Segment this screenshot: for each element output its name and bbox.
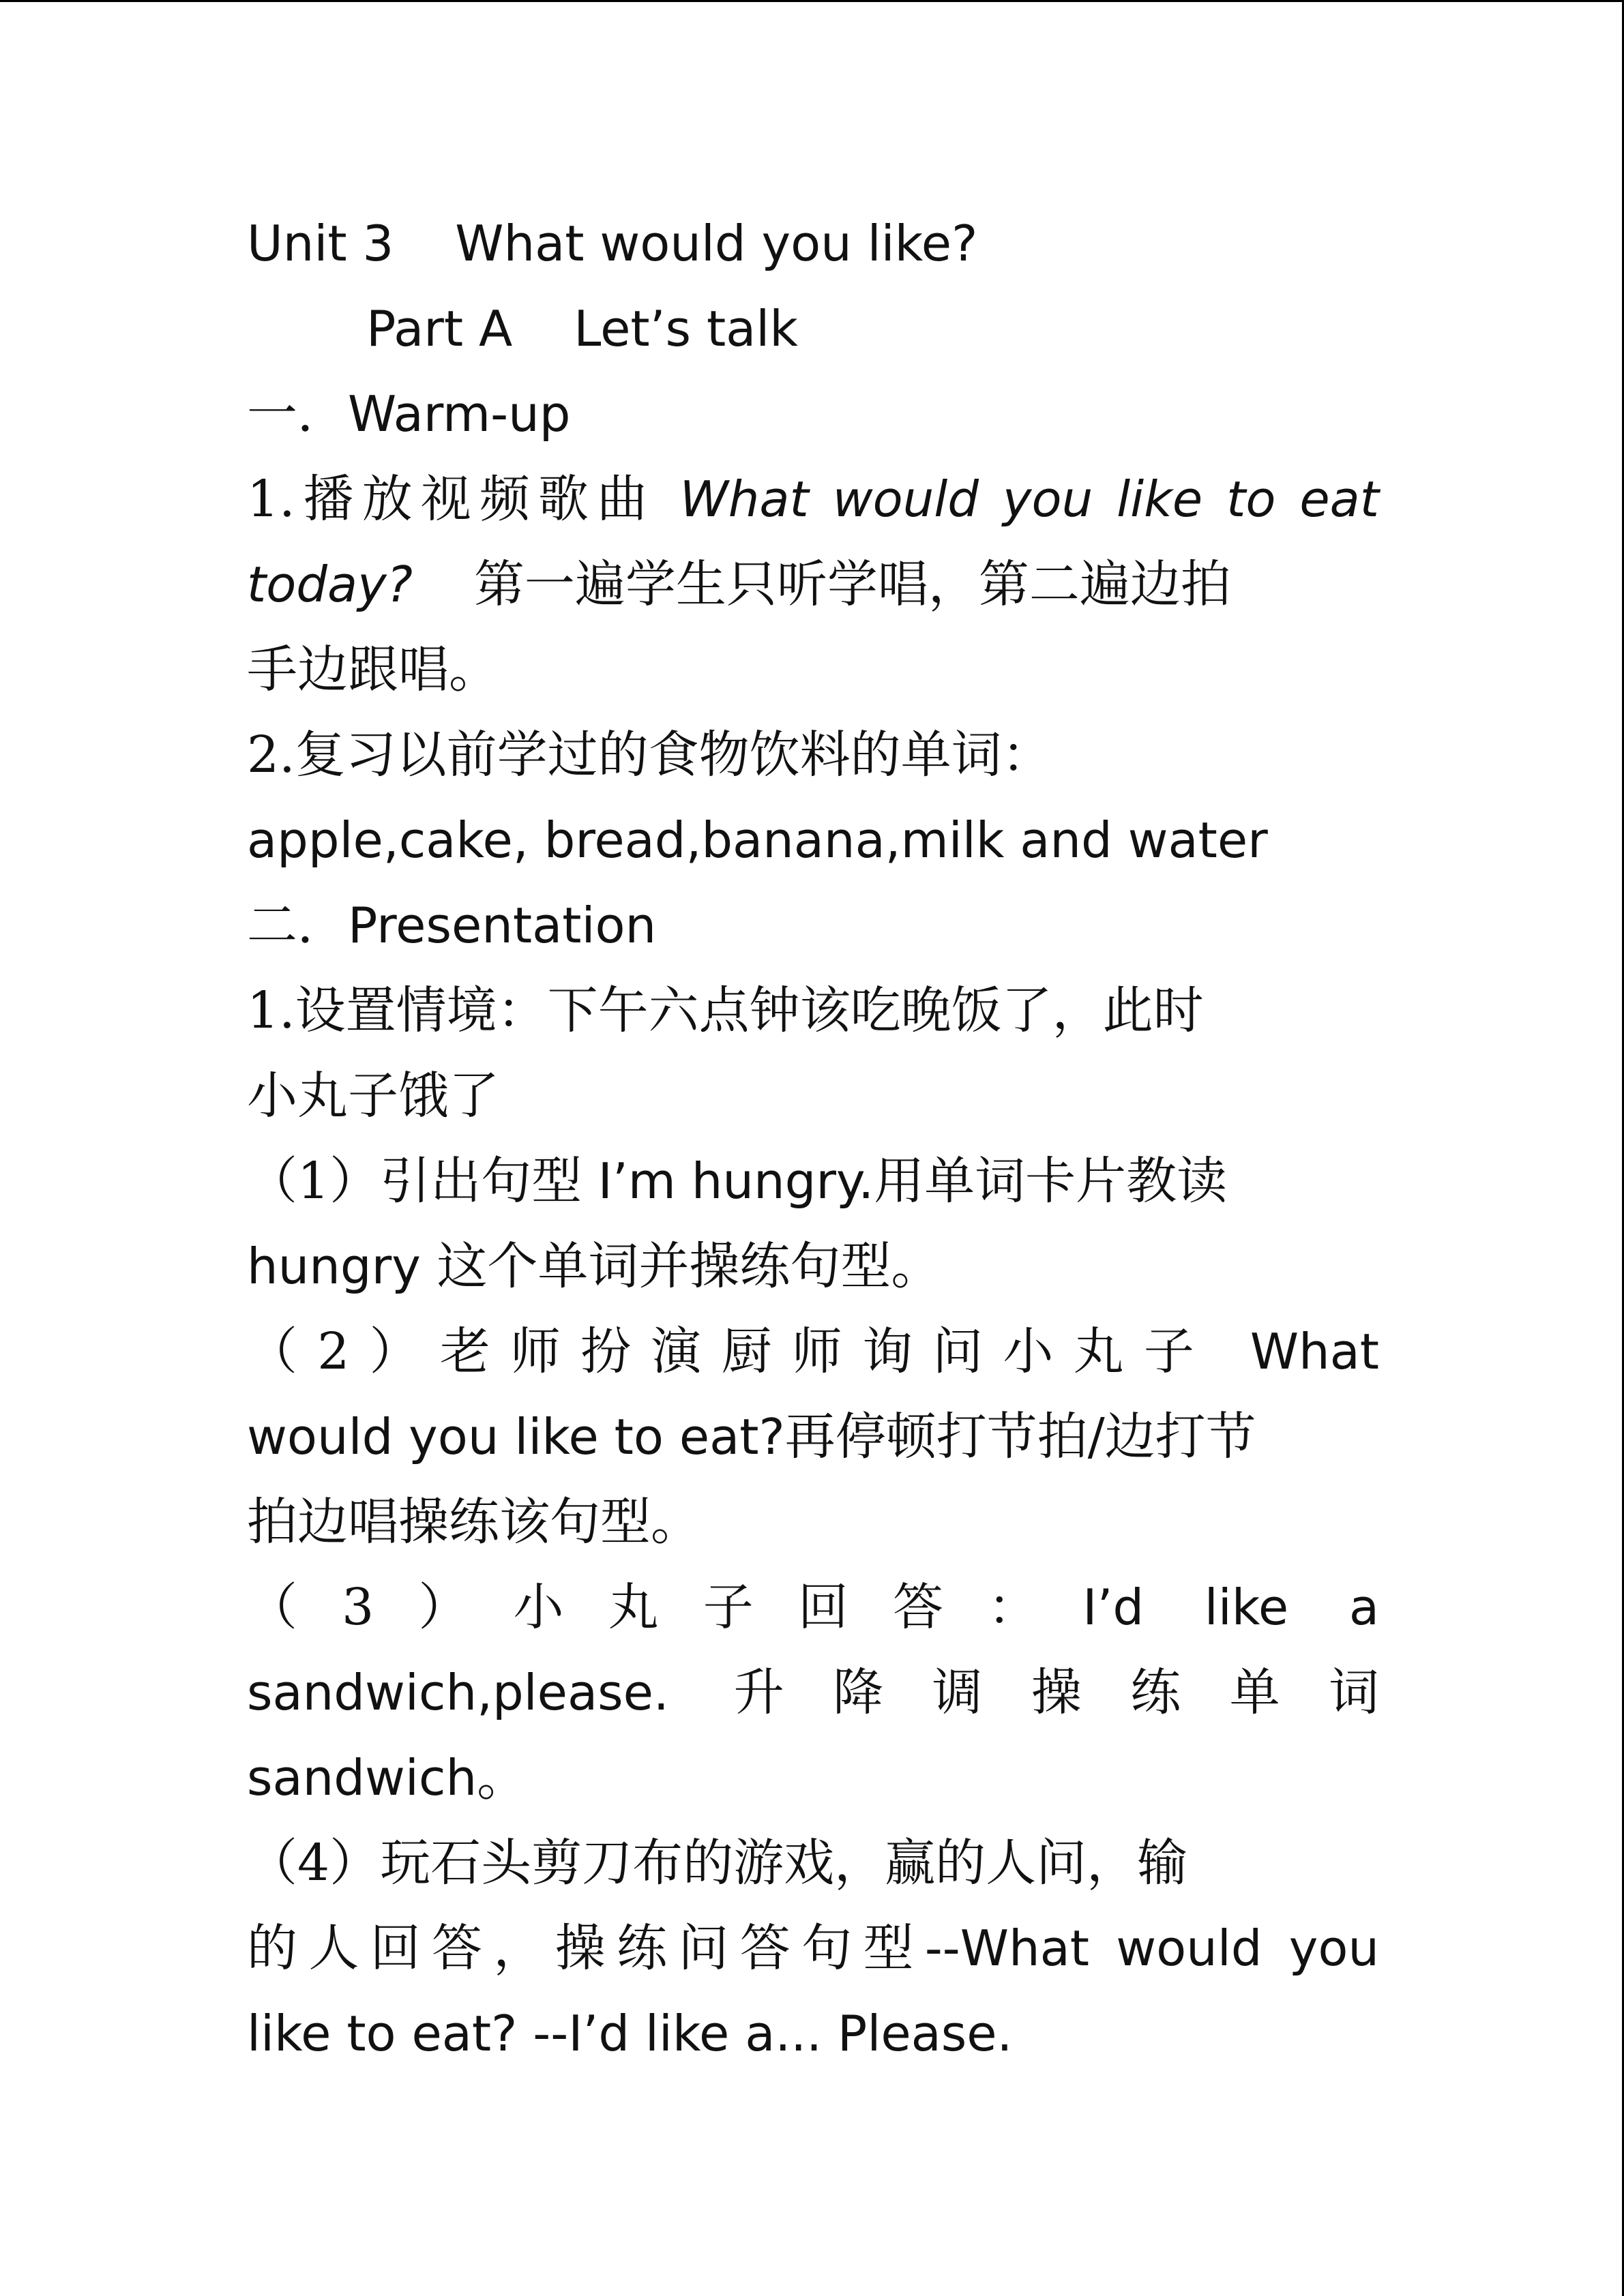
unit-label: Unit 3 xyxy=(247,215,394,272)
s2-sub4-b-cn: 的人回答，操练问答句型 xyxy=(247,1919,925,1978)
s1-item1-line3: 手边跟唱。 xyxy=(247,640,499,699)
s2-sub4-line2 xyxy=(247,1906,1379,1991)
s2-sub3-b-en: sandwich,please. xyxy=(247,1664,669,1721)
s2-sub2-line3: 拍边唱操练该句型。 xyxy=(247,1493,701,1551)
s1-item1-text-b: 第一遍学生只听学唱，第二遍边拍 xyxy=(473,555,1231,614)
s2-sub3-b-cn: 升降调操练单词 xyxy=(733,1663,1379,1722)
s2-sub3-line2 xyxy=(247,1650,1379,1735)
section2-title: Presentation xyxy=(348,897,657,954)
s1-item1-song-a: What would you like to eat xyxy=(679,471,1379,528)
s2-sub3-c-cn: 。 xyxy=(477,1748,528,1807)
s2-sub3-en3: a xyxy=(1348,1579,1379,1636)
section1-number: 一． xyxy=(247,385,348,443)
s2-sub3-line3 xyxy=(247,1735,1379,1821)
s2-sub1-b-en: hungry xyxy=(247,1238,421,1295)
s2-item1-line2: 小丸子饿了 xyxy=(247,1067,499,1125)
unit-heading xyxy=(247,201,1379,286)
s1-item1-line2 xyxy=(247,542,1379,627)
s2-sub4-b-en: --What would you xyxy=(924,1920,1380,1977)
s2-sub1-cn: （1）引出句型 xyxy=(247,1152,598,1210)
section1-title: Warm-up xyxy=(348,385,571,443)
s2-sub3-en1: I’d xyxy=(1082,1579,1145,1636)
s1-item2-line1: 2.复习以前学过的食物饮料的单词： xyxy=(247,726,1052,784)
s2-sub1-line2 xyxy=(247,1224,1379,1309)
part-label: Part A xyxy=(366,300,513,357)
s2-sub2-en: What xyxy=(1250,1323,1379,1380)
section2-heading xyxy=(247,883,1379,968)
s2-sub2-line2 xyxy=(247,1395,1379,1480)
s2-sub3-cn: （3）小丸子回答： xyxy=(247,1578,1083,1637)
s2-sub1-line1 xyxy=(247,1139,1379,1224)
part-heading xyxy=(247,286,1379,372)
s2-sub1-b-cn: 这个单词并操练句型。 xyxy=(420,1237,942,1296)
s2-sub3-c-en: sandwich xyxy=(247,1749,477,1806)
s2-sub2-cn: （2）老师扮演厨师询问小丸子 xyxy=(247,1322,1215,1381)
s2-sub2-b-en: would you like to eat? xyxy=(247,1408,785,1465)
section2-number: 二． xyxy=(247,896,348,955)
part-title: Let’s talk xyxy=(574,300,798,357)
s2-sub4-line1: （4）玩石头剪刀布的游戏，赢的人问，输 xyxy=(247,1834,1188,1892)
s2-sub1-cn2: 用单词卡片教读 xyxy=(874,1152,1228,1210)
s2-item1-line1: 1.设置情境：下午六点钟该吃晚饭了，此时 xyxy=(247,981,1204,1040)
section1-heading xyxy=(247,372,1379,457)
s2-sub2-b-cn: 再停顿打节拍/边打节 xyxy=(784,1407,1256,1466)
s2-sub3-line1 xyxy=(247,1565,1379,1650)
s1-item1-prefix: 1.播放视频歌曲 xyxy=(247,470,680,528)
s2-sub2-line1 xyxy=(247,1309,1379,1395)
unit-title: What would you like? xyxy=(455,215,978,272)
document-body xyxy=(247,201,1379,2076)
s1-item1-line1 xyxy=(247,457,1379,542)
s2-sub1-en: I’m hungry. xyxy=(597,1152,874,1210)
s1-item1-song-b: today? xyxy=(247,556,413,613)
s2-sub4-line3: like to eat? --I’d like a... Please. xyxy=(247,2005,1013,2062)
s1-item2-words: apple,cake, bread,banana,milk and water xyxy=(247,811,1268,869)
s2-sub3-en2: like xyxy=(1204,1579,1289,1636)
